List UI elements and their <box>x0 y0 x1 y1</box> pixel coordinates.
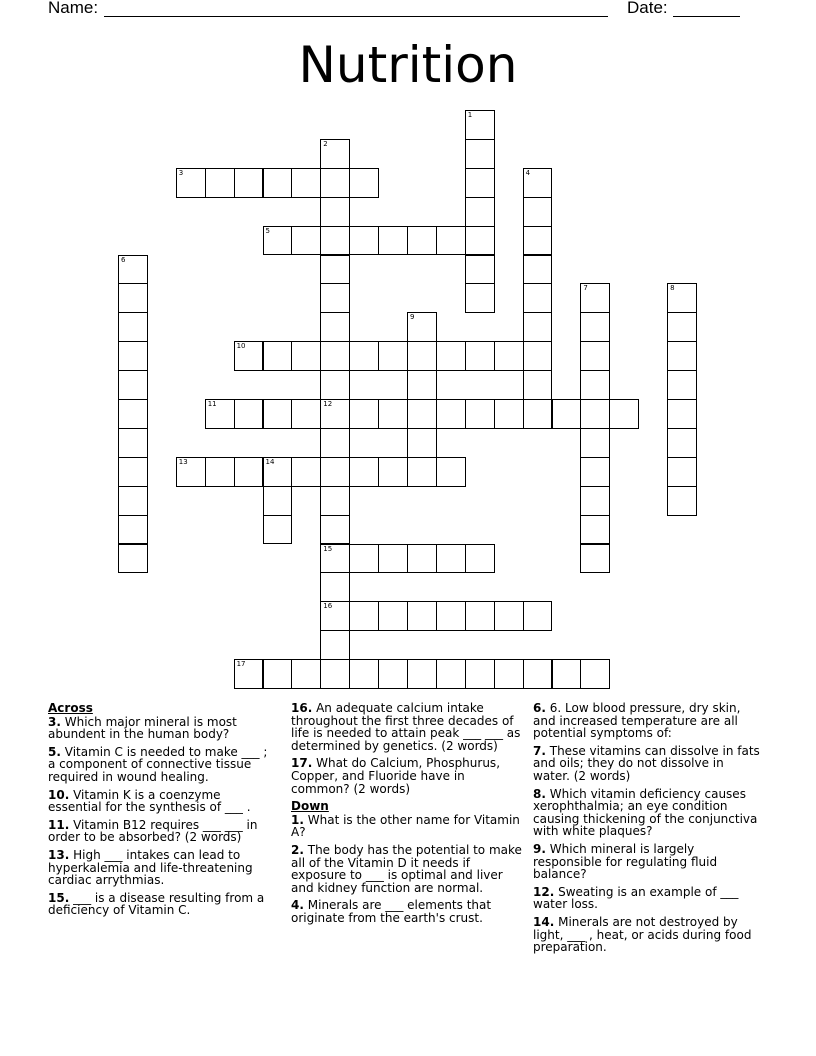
clues-column-1 <box>48 702 276 922</box>
clue-number: 14 <box>265 457 275 466</box>
clue-across-3: 3. Which major mineral is most abundent in the human body? <box>48 714 237 742</box>
grid-cell[interactable] <box>291 168 321 198</box>
grid-cell[interactable] <box>465 659 495 689</box>
grid-cell[interactable] <box>378 659 408 689</box>
grid-cell[interactable] <box>523 283 553 313</box>
clue-down-9: 9. Which mineral is largely responsible for regulating fluid balance? <box>533 841 718 882</box>
grid-cell[interactable] <box>407 399 437 429</box>
grid-cell[interactable] <box>320 601 350 631</box>
grid-cell[interactable] <box>205 399 235 429</box>
grid-cell[interactable] <box>234 341 264 371</box>
clue-across-5: 5. Vitamin C is needed to make ___ ; a component of connective tissue required in wound healing. <box>48 744 268 784</box>
grid-cell[interactable] <box>320 168 350 198</box>
grid-cell[interactable] <box>667 399 697 429</box>
grid-cell[interactable] <box>523 370 553 400</box>
grid-cell[interactable] <box>580 457 610 487</box>
clue-down-6: 6. 6. Low blood pressure, dry skin, and increased temperature are all potential symptoms of: <box>533 701 741 741</box>
grid-cell[interactable] <box>494 659 524 689</box>
grid-cell[interactable] <box>465 139 495 169</box>
grid-cell[interactable] <box>378 341 408 371</box>
grid-cell[interactable] <box>320 630 350 660</box>
grid-cell[interactable] <box>523 341 553 371</box>
clue-across-10: 10. Vitamin K is a coenzyme essential for the synthesis of ___ . <box>48 787 251 815</box>
grid-cell[interactable] <box>407 601 437 631</box>
grid-cell[interactable] <box>667 283 697 313</box>
grid-cell[interactable] <box>263 399 293 429</box>
grid-cell[interactable] <box>320 515 350 545</box>
grid-cell[interactable] <box>580 341 610 371</box>
grid-cell[interactable] <box>494 341 524 371</box>
grid-cell[interactable] <box>263 341 293 371</box>
grid-cell[interactable] <box>320 457 350 487</box>
grid-cell[interactable] <box>291 659 321 689</box>
grid-cell[interactable] <box>320 139 350 169</box>
grid-cell[interactable] <box>494 399 524 429</box>
grid-cell[interactable] <box>378 457 408 487</box>
grid-cell[interactable] <box>118 428 148 458</box>
clue-across-11: 11. Vitamin B12 requires ___ ___ in order to be absorbed? (2 words) <box>48 817 258 845</box>
grid-cell[interactable] <box>580 283 610 313</box>
grid-cell[interactable] <box>523 399 553 429</box>
grid-cell[interactable] <box>580 486 610 516</box>
name-label: Name: <box>48 0 99 17</box>
grid-cell[interactable] <box>320 255 350 285</box>
clue-number: 13 <box>178 457 188 466</box>
grid-cell[interactable] <box>118 341 148 371</box>
grid-cell[interactable] <box>234 168 264 198</box>
grid-cell[interactable] <box>234 457 264 487</box>
clue-number: 3 <box>178 168 184 177</box>
grid-cell[interactable] <box>349 659 379 689</box>
grid-cell[interactable] <box>118 312 148 342</box>
down-heading: Down <box>291 799 329 814</box>
grid-cell[interactable] <box>407 312 437 342</box>
grid-cell[interactable] <box>407 226 437 256</box>
grid-cell[interactable] <box>378 601 408 631</box>
across-heading: Across <box>48 701 93 715</box>
grid-cell[interactable] <box>523 601 553 631</box>
grid-cell[interactable] <box>580 515 610 545</box>
clue-number: 6 <box>121 255 126 264</box>
clue-across-13: 13. High ___ intakes can lead to hyperkalemia and life-threatening cardiac arrythmias. <box>48 847 253 888</box>
grid-cell[interactable] <box>465 399 495 429</box>
grid-cell[interactable] <box>263 515 293 545</box>
grid-cell[interactable] <box>320 341 350 371</box>
clue-down-2: 2. The body has the potential to make all of the Vitamin D it needs if exposure to ___ is optimal and liver and kidney function are normal. <box>291 842 522 895</box>
grid-cell[interactable] <box>263 226 293 256</box>
grid-cell[interactable] <box>523 312 553 342</box>
grid-cell[interactable] <box>349 168 379 198</box>
grid-cell[interactable] <box>205 457 235 487</box>
grid-cell[interactable] <box>580 659 610 689</box>
grid-cell[interactable] <box>523 226 553 256</box>
grid-cell[interactable] <box>234 659 264 689</box>
grid-cell[interactable] <box>667 341 697 371</box>
grid-cell[interactable] <box>407 544 437 574</box>
date-label: Date: <box>627 0 668 17</box>
clue-down-14: 14. Minerals are not destroyed by light, ___ , heat, or acids during food preparation. <box>533 914 752 955</box>
grid-cell[interactable] <box>320 283 350 313</box>
clue-number: 2 <box>323 139 328 148</box>
grid-cell[interactable] <box>552 659 582 689</box>
clue-number: 1 <box>467 111 473 119</box>
grid-cell[interactable] <box>263 168 293 198</box>
grid-cell[interactable] <box>291 341 321 371</box>
clue-number: 9 <box>410 313 415 322</box>
grid-cell[interactable] <box>436 399 466 429</box>
grid-cell[interactable] <box>436 341 466 371</box>
clue-number: 16 <box>323 602 333 611</box>
grid-cell[interactable] <box>407 659 437 689</box>
grid-cell[interactable] <box>378 544 408 574</box>
grid-cell[interactable] <box>320 544 350 574</box>
grid-cell[interactable] <box>465 226 495 256</box>
clue-down-7: 7. These vitamins can dissolve in fats and oils; they do not dissolve in water. (2 words) <box>533 743 760 783</box>
grid-cell[interactable] <box>118 399 148 429</box>
clue-down-1: 1. What is the other name for Vitamin A? <box>291 812 520 840</box>
grid-cell[interactable] <box>523 197 553 227</box>
grid-cell[interactable] <box>609 399 639 429</box>
clue-across-17: 17. What do Calcium, Phosphurus, Copper, and Fluoride have in common? (2 words) <box>291 756 501 796</box>
grid-cell[interactable] <box>580 312 610 342</box>
clue-across-16: 16. An adequate calcium intake throughout the first three decades of life is needed to attain peak ___ ___ as determined by genetics. (2 words) <box>291 701 521 753</box>
grid-cell[interactable] <box>465 255 495 285</box>
grid-cell[interactable] <box>118 486 148 516</box>
grid-cell[interactable] <box>118 515 148 545</box>
grid-cell[interactable] <box>465 168 495 198</box>
grid-cell[interactable] <box>494 601 524 631</box>
grid-cell[interactable] <box>407 457 437 487</box>
grid-cell[interactable] <box>320 312 350 342</box>
clues-column-2 <box>291 702 523 930</box>
grid-cell[interactable] <box>176 457 206 487</box>
grid-cell[interactable] <box>263 457 293 487</box>
grid-cell[interactable] <box>176 168 206 198</box>
page-title: Nutrition <box>298 36 518 94</box>
grid-cell[interactable] <box>118 283 148 313</box>
grid-cell[interactable] <box>291 226 321 256</box>
grid-cell[interactable] <box>378 399 408 429</box>
grid-cell[interactable] <box>436 457 466 487</box>
grid-cell[interactable] <box>580 544 610 574</box>
grid-cell[interactable] <box>436 659 466 689</box>
grid-cell[interactable] <box>320 572 350 602</box>
grid-cell[interactable] <box>465 341 495 371</box>
grid-cell[interactable] <box>436 544 466 574</box>
clue-down-12: 12. Sweating is an example of ___ water loss. <box>533 884 739 912</box>
grid-cell[interactable] <box>234 399 264 429</box>
grid-cell[interactable] <box>320 370 350 400</box>
clue-number: 12 <box>323 400 333 408</box>
grid-cell[interactable] <box>465 544 495 574</box>
clue-across-15: 15. ___ is a disease resulting from a deficiency of Vitamin C. <box>48 890 265 918</box>
grid-cell[interactable] <box>320 226 350 256</box>
grid-cell[interactable] <box>580 370 610 400</box>
grid-cell[interactable] <box>118 457 148 487</box>
grid-cell[interactable] <box>263 659 293 689</box>
clue-number: 8 <box>670 284 675 293</box>
clue-number: 10 <box>236 342 246 351</box>
grid-cell[interactable] <box>291 399 321 429</box>
grid-cell[interactable] <box>320 399 350 429</box>
grid-cell[interactable] <box>349 457 379 487</box>
clue-number: 7 <box>583 284 588 293</box>
grid-cell[interactable] <box>205 168 235 198</box>
grid-cell[interactable] <box>407 428 437 458</box>
clue-number: 11 <box>207 400 217 408</box>
grid-cell[interactable] <box>436 601 466 631</box>
grid-cell[interactable] <box>320 486 350 516</box>
grid-cell[interactable] <box>349 226 379 256</box>
grid-cell[interactable] <box>667 312 697 342</box>
clue-down-4: 4. Minerals are ___ elements that originate from the earth's crust. <box>291 898 492 925</box>
grid-cell[interactable] <box>291 457 321 487</box>
grid-cell[interactable] <box>465 601 495 631</box>
grid-cell[interactable] <box>667 457 697 487</box>
grid-cell[interactable] <box>118 370 148 400</box>
grid-cell[interactable] <box>667 370 697 400</box>
grid-cell[interactable] <box>118 544 148 574</box>
grid-cell[interactable] <box>552 399 582 429</box>
clue-number: 17 <box>236 660 246 669</box>
grid-cell[interactable] <box>667 428 697 458</box>
grid-cell[interactable] <box>407 341 437 371</box>
grid-cell[interactable] <box>378 226 408 256</box>
grid-cell[interactable] <box>580 428 610 458</box>
grid-cell[interactable] <box>465 110 495 140</box>
grid-cell[interactable] <box>320 197 350 227</box>
grid-cell[interactable] <box>349 341 379 371</box>
grid-cell[interactable] <box>523 168 553 198</box>
grid-cell[interactable] <box>349 399 379 429</box>
grid-cell[interactable] <box>118 255 148 285</box>
grid-cell[interactable] <box>320 428 350 458</box>
clue-number: 15 <box>323 544 333 553</box>
grid-cell[interactable] <box>667 486 697 516</box>
grid-cell[interactable] <box>407 370 437 400</box>
grid-cell[interactable] <box>465 197 495 227</box>
grid-cell[interactable] <box>263 486 293 516</box>
grid-cell[interactable] <box>349 601 379 631</box>
grid-cell[interactable] <box>349 544 379 574</box>
grid-cell[interactable] <box>523 255 553 285</box>
clue-down-8: 8. Which vitamin deficiency causes xerophthalmia; an eye condition causing thickening of the conjunctiva with white plaques? <box>533 786 758 839</box>
grid-cell[interactable] <box>320 659 350 689</box>
grid-cell[interactable] <box>465 283 495 313</box>
clue-number: 5 <box>265 226 270 235</box>
clue-number: 4 <box>525 168 531 177</box>
grid-cell[interactable] <box>580 399 610 429</box>
clues-column-3 <box>533 702 763 959</box>
grid-cell[interactable] <box>523 659 553 689</box>
grid-cell[interactable] <box>436 226 466 256</box>
